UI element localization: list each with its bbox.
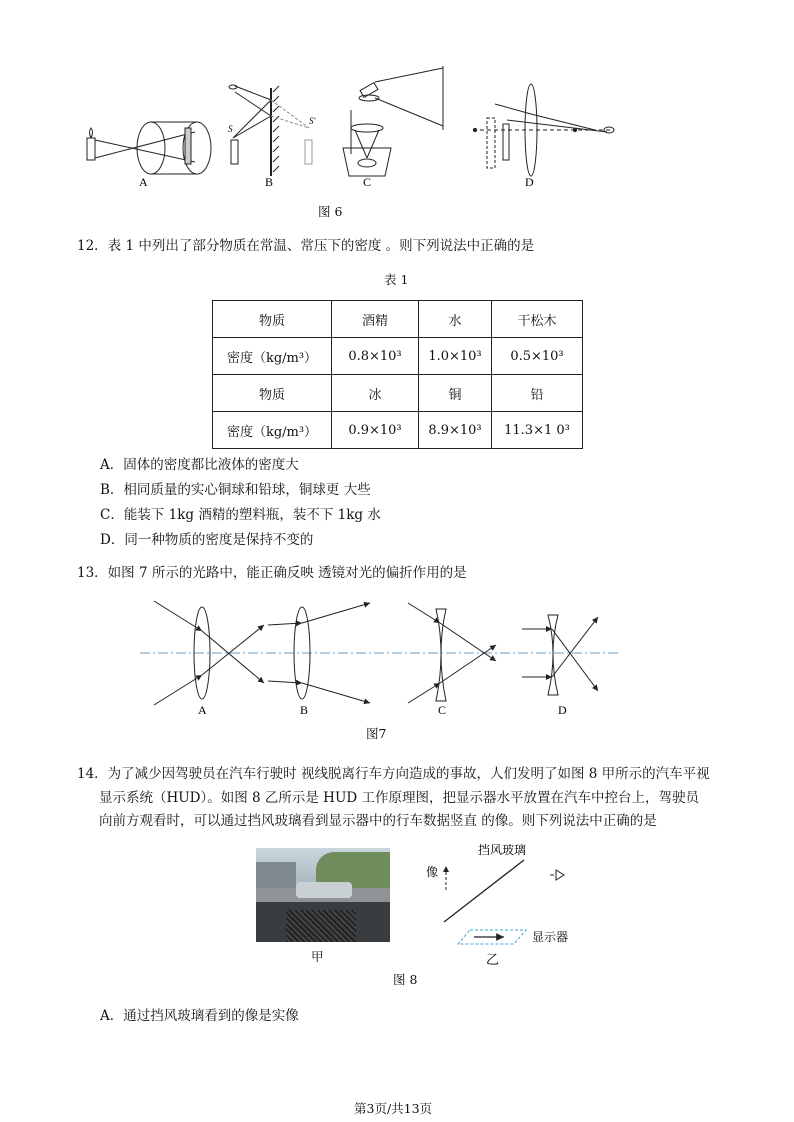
table-cell: 11.3×1 0³	[492, 412, 583, 449]
fig7-label-a: A	[198, 703, 207, 717]
figure-6	[75, 58, 635, 194]
q12-option-a: A．固体的密度都比液体的密度大	[100, 457, 299, 473]
fig6-label-a: A	[139, 175, 148, 189]
q12-option-b: B．相同质量的实心铜球和铅球，铜球更 大些	[100, 482, 371, 498]
fig6-s-prime-label: S'	[309, 116, 316, 126]
fig6-d-magnifier	[473, 84, 614, 176]
table-cell: 密度（kg/m³）	[213, 412, 332, 449]
table-cell: 0.5×10³	[492, 338, 583, 375]
table-cell: 密度（kg/m³）	[213, 338, 332, 375]
q14-option-a: A．通过挡风玻璃看到的像是实像	[100, 1008, 299, 1024]
hud-photo	[256, 848, 390, 942]
table-cell: 铅	[492, 375, 583, 412]
fig6-a-pinhole-camera	[87, 122, 211, 174]
hud-display-label: 显示器	[532, 930, 569, 944]
fig7-label-d: D	[558, 703, 567, 717]
hud-label-yi: 乙	[486, 952, 500, 967]
table-row	[213, 301, 583, 338]
page-footer: 第3页/共13页	[354, 1101, 433, 1116]
table-cell: 1.0×10³	[419, 338, 492, 375]
table-row	[213, 375, 583, 412]
q13-stem: 13．如图 7 所示的光路中，能正确反映 透镜对光的偏折作用的是	[77, 565, 467, 581]
table-cell: 水	[419, 301, 492, 338]
q14-stem-line-3: 向前方观看时，可以通过挡风玻璃看到显示器中的行车数据竖直 的像。则下列说法中正确的是	[99, 813, 657, 829]
table-row	[213, 412, 583, 449]
fig7-b-convex-lens	[268, 603, 370, 703]
table-cell: 铜	[419, 375, 492, 412]
hud-windshield-label: 挡风玻璃	[478, 843, 527, 857]
fig7-caption: 图7	[366, 726, 387, 741]
q12-option-d: D．同一种物质的密度是保持不变的	[100, 532, 314, 548]
table-row	[213, 338, 583, 375]
table-cell: 8.9×10³	[419, 412, 492, 449]
fig6-s-label: S	[228, 124, 233, 134]
q12-option-c: C．能装下 1kg 酒精的塑料瓶，装不下 1kg 水	[100, 507, 381, 523]
fig6-b-plane-mirror	[229, 85, 312, 176]
fig6-caption: 图 6	[318, 204, 343, 219]
fig8-caption: 图 8	[393, 972, 418, 987]
table-cell: 酒精	[332, 301, 419, 338]
table1-title: 表 1	[384, 272, 409, 287]
table-cell: 干松木	[492, 301, 583, 338]
table-cell: 冰	[332, 375, 419, 412]
table-cell: 0.8×10³	[332, 338, 419, 375]
hud-image-label: 像	[426, 865, 439, 879]
fig6-label-c: C	[363, 175, 372, 189]
table-cell: 物质	[213, 375, 332, 412]
fig6-c-projector	[343, 66, 443, 176]
fig6-label-d: D	[525, 175, 534, 189]
q12-stem: 12．表 1 中列出了部分物质在常温、常压下的密度 。则下列说法中正确的是	[77, 238, 535, 254]
fig7-label-b: B	[300, 703, 309, 717]
table-cell: 0.9×10³	[332, 412, 419, 449]
density-table	[212, 300, 583, 449]
fig7-d-concave-lens	[522, 615, 598, 695]
figure-7	[140, 595, 630, 720]
fig6-label-b: B	[265, 175, 274, 189]
hud-principle-diagram	[418, 840, 588, 970]
q14-stem-line-2: 显示系统（HUD）。如图 8 乙所示是 HUD 工作原理图，把显示器水平放置在汽车中控台上，驾驶员	[99, 790, 699, 806]
hud-label-jia: 甲	[311, 949, 324, 964]
q14-stem-line-1: 14．为了减少因驾驶员在汽车行驶时 视线脱离行车方向造成的事故，人们发明了如图 8 甲所示的汽车平视	[77, 766, 710, 782]
fig7-label-c: C	[438, 703, 447, 717]
table-cell: 物质	[213, 301, 332, 338]
